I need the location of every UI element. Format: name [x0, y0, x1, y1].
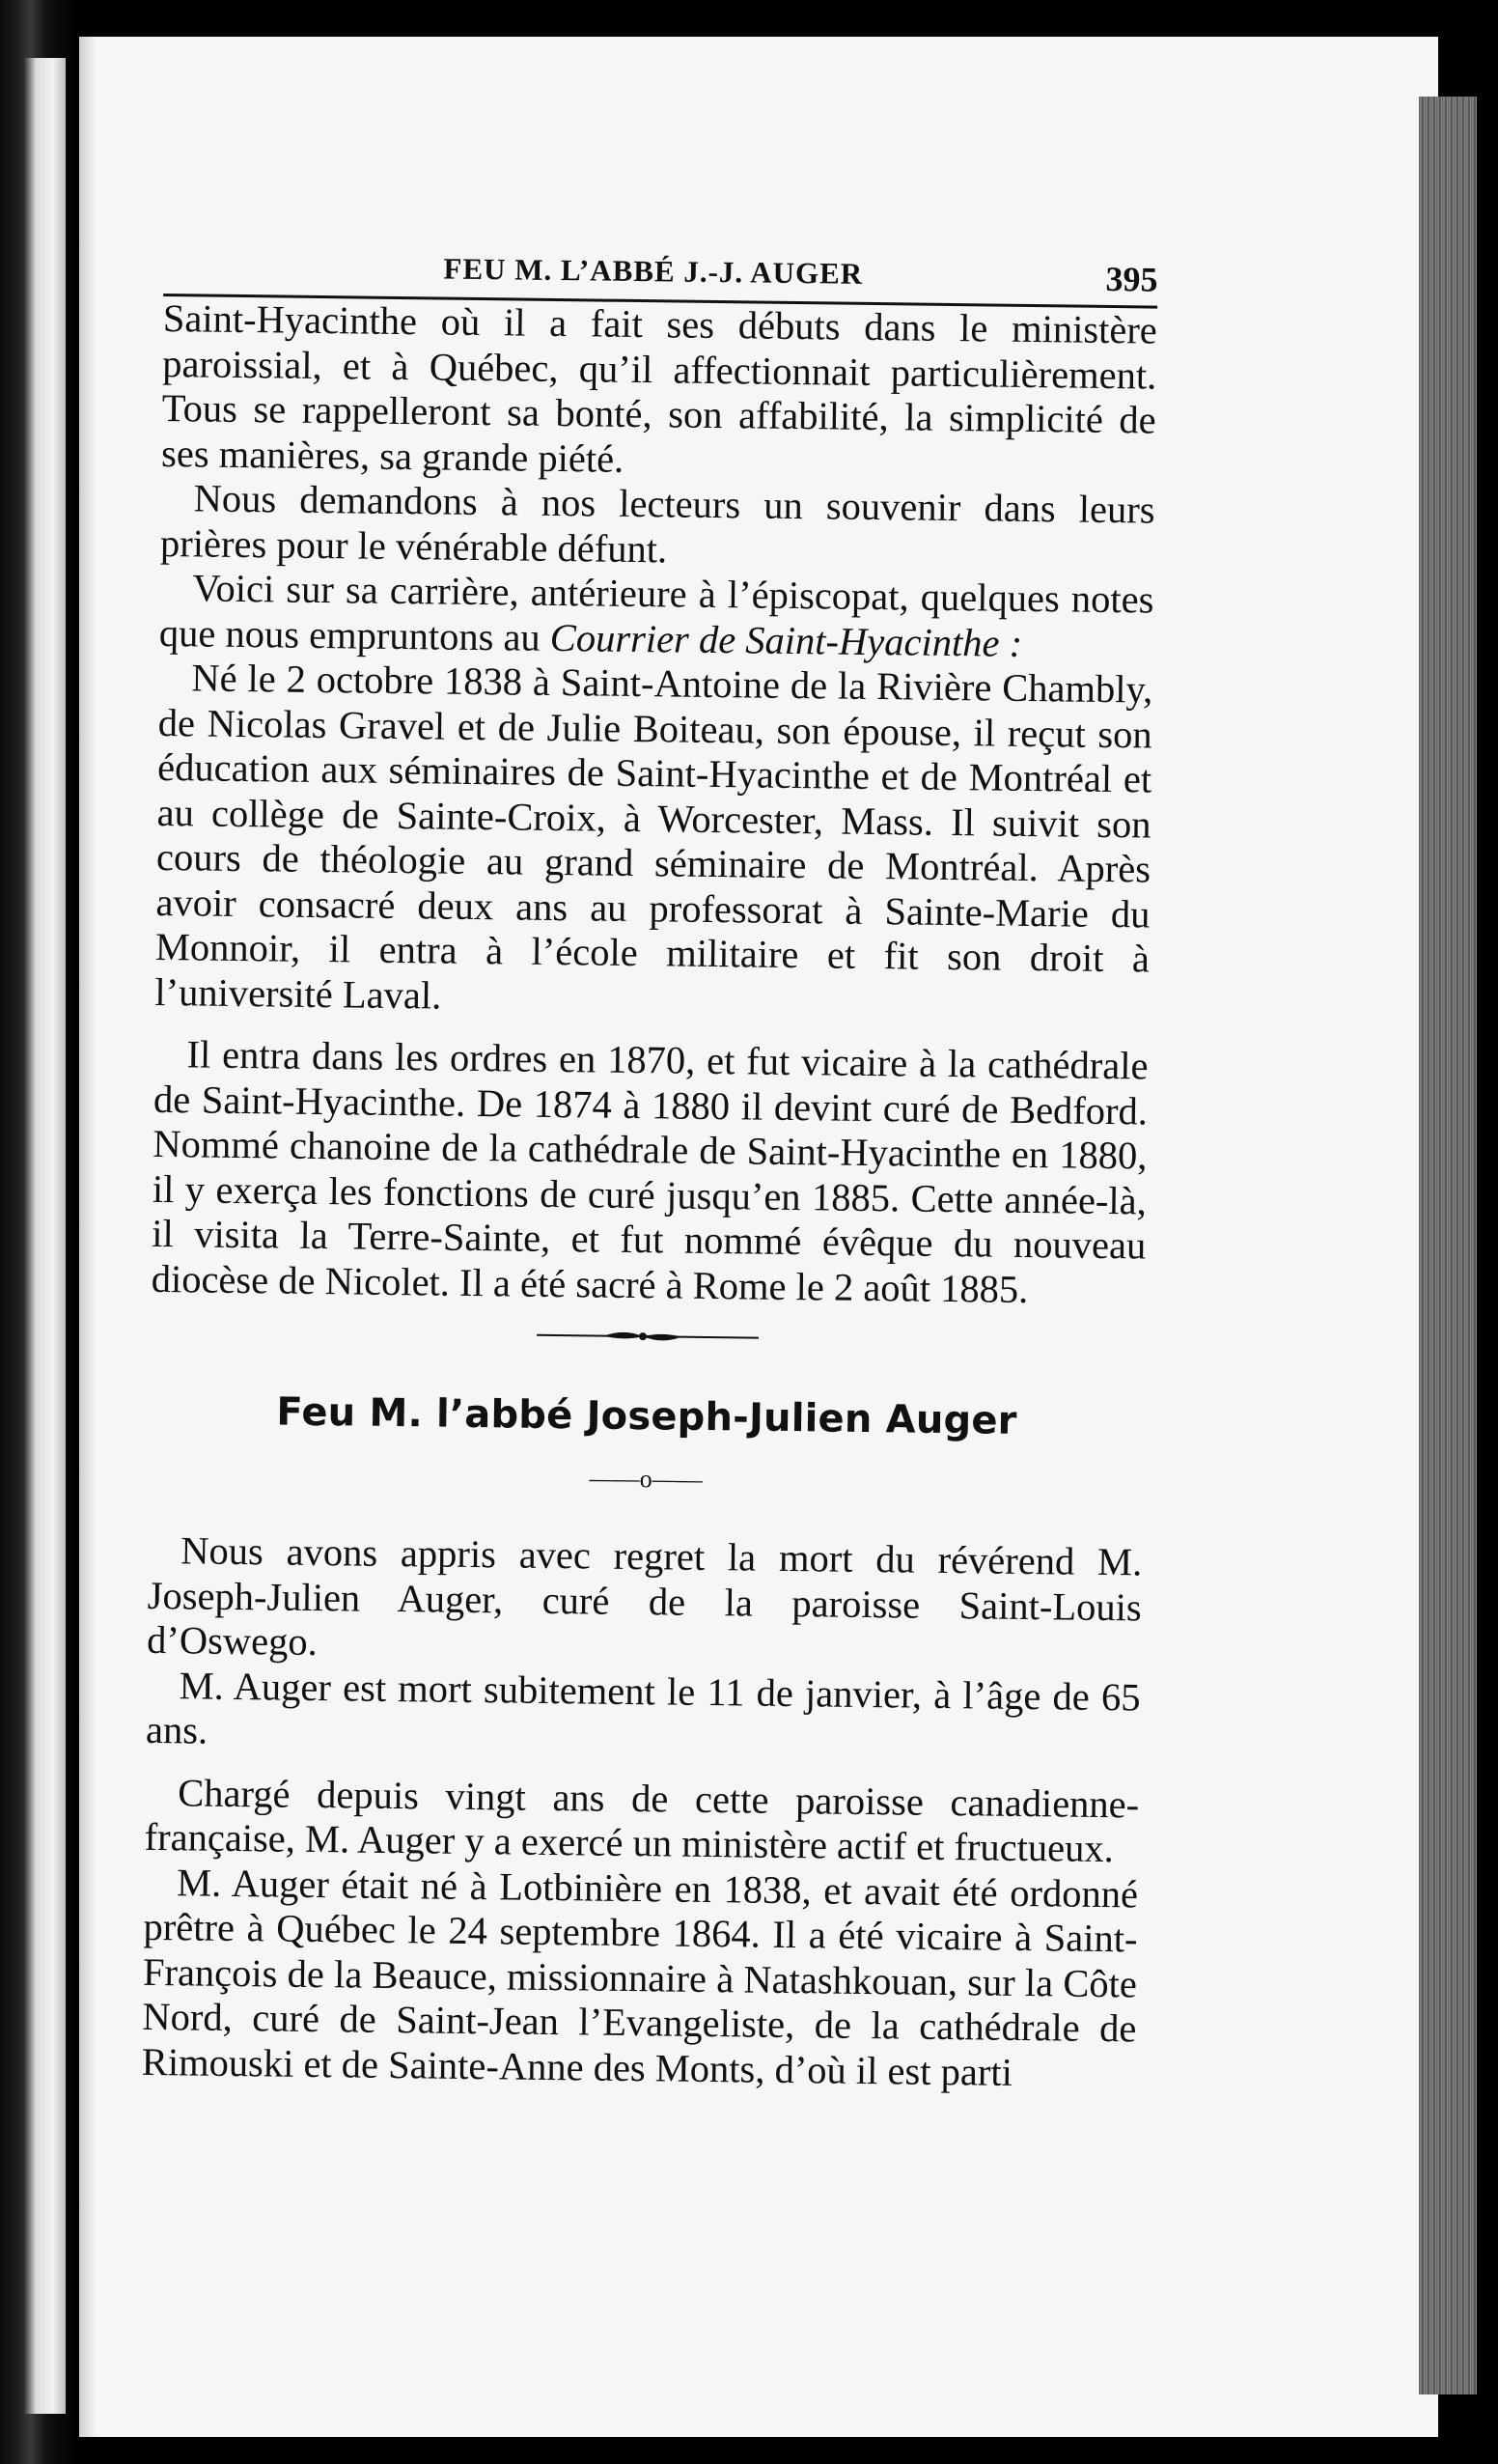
paragraph: Saint-Hyacinthe où il a fait ses débuts dans le ministère paroissial, et à Québec, qu’il affectionnait particulièrement. Tous se rappelleront sa bonté, son affabilité, la simplicité de ses manières, sa grande piété.	[160, 295, 1158, 481]
source-citation: Courrier de Saint-Hyacinthe :	[549, 615, 1023, 665]
paragraph	[159, 566, 1154, 668]
paragraph: Nous demandons à nos lecteurs un souvenir dans leurs prières pour le vénérable défunt.	[159, 476, 1155, 571]
paragraph: Il entra dans les ordres en 1870, et fut vicaire à la cathédrale de Saint-Hyacinthe. De 1874 à 1880 il devint curé de Bedford. Nommé chanoine de la cathédrale de Saint-Hyacinthe en 1880, il y exerça les fonctions de curé jusqu’en 1885. Cette année-là, il visita la Terre-Sainte, et fut nommé évêque du nouveau diocèse de Nicolet. Il a été sacré à Rome le 2 août 1885.	[151, 1032, 1149, 1311]
running-title: FEU M. L’ABBÉ J.-J. AUGER	[443, 251, 864, 291]
ornament-divider	[537, 1328, 759, 1346]
page-stack-edge	[1419, 97, 1477, 2394]
paragraph: Nous avons appris avec regret la mort du révérend M. Joseph-Julien Auger, curé de la paroisse Saint-Louis d’Oswego.	[146, 1528, 1143, 1665]
paragraph: Né le 2 octobre 1838 à Saint-Antoine de la Rivière Chambly, de Nicolas Gravel et de Julie Boiteau, son épouse, il reçut son éducation aux séminaires de Saint-Hyacinthe et de Montréal et au collège de Sainte-Croix, à Worcester, Mass. Il suivit son cours de théologie au grand séminaire de Montréal. Après avoir consacré deux ans au professorat à Sainte-Marie du Monnoir, il entra à l’école militaire et fit son droit à l’université Laval.	[154, 656, 1153, 1018]
page-number: 395	[1105, 259, 1158, 299]
paragraph: M. Auger était né à Lotbinière en 1838, et avait été ordonné prêtre à Québec le 24 septembre 1864. Il a été vicaire à Saint-François de la Beauce, missionnaire à Natashkouan, sur la Côte Nord, curé de Saint-Jean l’Evangeliste, de la cathédrale de Rimouski et de Sainte-Anne des Monts, d’où il est parti	[141, 1860, 1139, 2094]
previous-page-sliver	[23, 58, 66, 2414]
section-subdivider: ——o——	[589, 1463, 703, 1494]
paragraph: M. Auger est mort subitement le 11 de janvier, à l’âge de 65 ans.	[145, 1663, 1141, 1752]
paragraph-text: Voici sur sa carrière, antérieure à l’épiscopat, quelques notes que nous empruntons au	[158, 566, 1154, 659]
running-head	[163, 232, 1158, 302]
section-title: Feu M. l’abbé Joseph-Julien Auger	[276, 1389, 1017, 1443]
paragraph: Chargé depuis vingt ans de cette paroisse canadienne-française, M. Auger y a exercé un ministère actif et fructueux.	[144, 1770, 1140, 1871]
page-content	[142, 232, 1158, 2096]
page-gutter-shadow	[79, 37, 97, 2437]
